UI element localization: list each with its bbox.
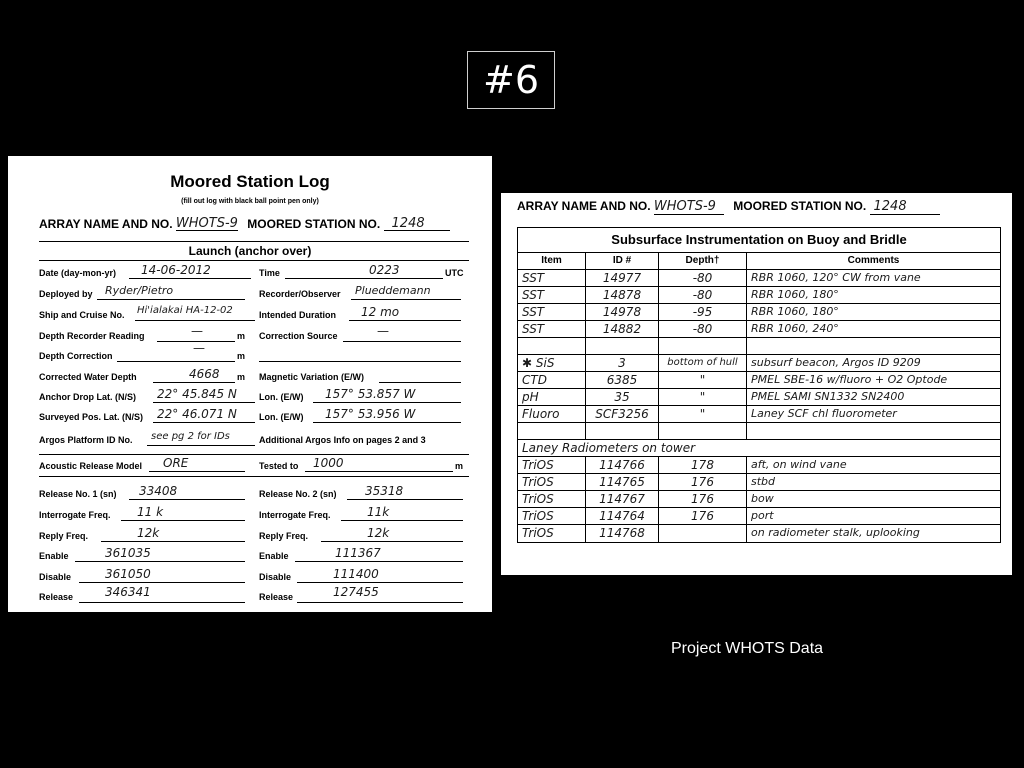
ship-label: Ship and Cruise No. bbox=[39, 310, 125, 320]
fill-line bbox=[259, 361, 461, 362]
enable2-row bbox=[259, 546, 381, 561]
reply1-row bbox=[39, 526, 160, 541]
table-row bbox=[518, 508, 1000, 525]
cell-id: 3 bbox=[586, 355, 659, 371]
table-header-row bbox=[518, 253, 1000, 270]
cell-depth: -95 bbox=[659, 304, 747, 320]
fill-line bbox=[101, 541, 245, 542]
log-subtitle: (fill out log with black ball point pen only) bbox=[181, 198, 319, 205]
cell-id: 114764 bbox=[586, 508, 659, 524]
cell-depth: 176 bbox=[659, 491, 747, 507]
subsurface-instrumentation-sheet bbox=[501, 193, 1012, 575]
magnetic-label: Magnetic Variation (E/W) bbox=[259, 372, 365, 382]
table-row bbox=[518, 423, 1000, 440]
date-value: 14-06-2012 bbox=[141, 263, 211, 277]
enable2-value: 111367 bbox=[335, 546, 381, 560]
fill-line bbox=[129, 499, 245, 500]
cell-comments: PMEL SBE-16 w/fluoro + O2 Optode bbox=[751, 373, 948, 386]
cell-comments: port bbox=[751, 509, 774, 522]
cell-depth: 178 bbox=[659, 457, 747, 473]
water-depth-row bbox=[39, 367, 246, 382]
cell-item: ✱ SiS bbox=[518, 355, 586, 371]
reply1-label: Reply Freq. bbox=[39, 531, 89, 541]
cell-item: SST bbox=[518, 287, 586, 303]
fill-line bbox=[321, 541, 463, 542]
acoustic-label: Acoustic Release Model bbox=[39, 461, 143, 471]
fill-line bbox=[379, 382, 461, 383]
surveyed-lat-label: Surveyed Pos. Lat. (N/S) bbox=[39, 412, 144, 422]
table-row bbox=[518, 491, 1000, 508]
cell-item bbox=[518, 423, 586, 439]
cell-item: TriOS bbox=[518, 491, 586, 507]
duration-value: 12 mo bbox=[361, 305, 400, 319]
tested-row bbox=[259, 456, 464, 471]
cell-item: Fluoro bbox=[518, 406, 586, 422]
table-row bbox=[518, 304, 1000, 321]
array-label: ARRAY NAME AND NO. bbox=[39, 217, 173, 231]
cell-depth bbox=[659, 338, 747, 354]
release-code1-label: Release bbox=[39, 592, 74, 602]
station-value: 1248 bbox=[384, 216, 450, 231]
depth-recorder-value: — bbox=[191, 324, 203, 338]
table-row bbox=[518, 457, 1000, 474]
cell-comments: bow bbox=[751, 492, 774, 505]
surveyed-lat-value: 22° 46.071 N bbox=[157, 407, 237, 421]
log-header bbox=[39, 216, 469, 232]
cell-comments bbox=[747, 423, 1000, 439]
release2-label: Release No. 2 (sn) bbox=[259, 489, 337, 499]
fill-line bbox=[295, 561, 463, 562]
depth-correction-value: — bbox=[193, 341, 205, 355]
fill-line bbox=[79, 602, 245, 603]
cell-item bbox=[518, 338, 586, 354]
correction-source-row bbox=[259, 324, 389, 341]
cell-depth: 176 bbox=[659, 474, 747, 490]
interrogate2-value: 11k bbox=[367, 505, 390, 519]
time-row bbox=[259, 263, 464, 278]
deployed-value: Ryder/Pietro bbox=[105, 284, 174, 297]
cell-id: 6385 bbox=[586, 372, 659, 388]
disable2-label: Disable bbox=[259, 572, 292, 582]
interrogate2-row bbox=[259, 505, 390, 520]
reply2-label: Reply Freq. bbox=[259, 531, 309, 541]
cell-depth: -80 bbox=[659, 270, 747, 286]
cell-comments: PMEL SAMI SN1332 SN2400 bbox=[751, 390, 905, 403]
acoustic-row bbox=[39, 456, 189, 471]
header-comments: Comments bbox=[847, 255, 900, 266]
anchor-lat-value: 22° 45.845 N bbox=[157, 387, 237, 401]
cell-comments: subsurf beacon, Argos ID 9209 bbox=[751, 356, 921, 369]
recorder-label: Recorder/Observer bbox=[259, 289, 341, 299]
reply2-row bbox=[259, 526, 390, 541]
magnetic-row bbox=[259, 372, 364, 382]
depth-correction-label: Depth Correction bbox=[39, 351, 113, 361]
anchor-lat-row bbox=[39, 387, 237, 402]
cell-id: 14878 bbox=[586, 287, 659, 303]
cell-depth bbox=[659, 423, 747, 439]
fill-line bbox=[341, 520, 463, 521]
table-row bbox=[518, 372, 1000, 389]
anchor-lon-value: 157° 53.857 W bbox=[325, 387, 416, 401]
release-code2-row bbox=[259, 585, 379, 602]
cell-item: SST bbox=[518, 321, 586, 337]
release-code2-value: 127455 bbox=[333, 585, 379, 599]
cell-comments: RBR 1060, 120° CW from vane bbox=[751, 271, 921, 284]
tested-value: 1000 bbox=[313, 456, 344, 470]
cell-depth: 176 bbox=[659, 508, 747, 524]
cell-item: pH bbox=[518, 389, 586, 405]
cell-id: 114766 bbox=[586, 457, 659, 473]
argos-value: see pg 2 for IDs bbox=[151, 431, 230, 442]
anchor-lon-row bbox=[259, 387, 416, 402]
fill-line bbox=[305, 471, 453, 472]
fill-line bbox=[153, 382, 235, 383]
cell-depth: " bbox=[659, 372, 747, 388]
cell-comments: RBR 1060, 240° bbox=[751, 322, 839, 335]
interrogate1-value: 11 k bbox=[137, 505, 164, 519]
cell-section-note: Laney Radiometers on tower bbox=[522, 441, 696, 455]
release-code2-label: Release bbox=[259, 592, 294, 602]
divider bbox=[39, 260, 469, 261]
fill-line bbox=[351, 299, 461, 300]
disable1-label: Disable bbox=[39, 572, 72, 582]
interrogate1-row bbox=[39, 505, 164, 520]
correction-source-label: Correction Source bbox=[259, 331, 338, 341]
interrogate1-label: Interrogate Freq. bbox=[39, 510, 111, 520]
cell-id: 35 bbox=[586, 389, 659, 405]
table-row bbox=[518, 525, 1000, 542]
cell-id: 114765 bbox=[586, 474, 659, 490]
unit-m: m bbox=[455, 461, 464, 471]
unit-m: m bbox=[237, 331, 246, 341]
table-row bbox=[518, 474, 1000, 491]
argos-row bbox=[39, 431, 230, 445]
unit-m: m bbox=[237, 351, 246, 361]
release1-row bbox=[39, 484, 178, 499]
fill-line bbox=[285, 278, 443, 279]
release1-value: 33408 bbox=[139, 484, 178, 498]
enable1-value: 361035 bbox=[105, 546, 151, 560]
cell-comments: stbd bbox=[751, 475, 776, 488]
table-row bbox=[518, 321, 1000, 338]
fill-line bbox=[149, 471, 245, 472]
cell-depth: " bbox=[659, 389, 747, 405]
release-code1-row bbox=[39, 585, 151, 602]
recorder-value: Plueddemann bbox=[355, 284, 431, 297]
depth-recorder-label: Depth Recorder Reading bbox=[39, 331, 145, 341]
fill-line bbox=[97, 299, 245, 300]
anchor-lat-label: Anchor Drop Lat. (N/S) bbox=[39, 392, 136, 402]
cell-item: TriOS bbox=[518, 508, 586, 524]
enable1-label: Enable bbox=[39, 551, 69, 561]
fill-line bbox=[347, 499, 463, 500]
fill-line bbox=[349, 320, 461, 321]
cell-id: 114768 bbox=[586, 525, 659, 542]
disable2-value: 111400 bbox=[333, 567, 379, 581]
array-value: WHOTS-9 bbox=[175, 216, 238, 231]
deployed-label: Deployed by bbox=[39, 289, 93, 299]
cell-comments: aft, on wind vane bbox=[751, 458, 847, 471]
cell-depth: -80 bbox=[659, 321, 747, 337]
argos-info-row bbox=[259, 435, 426, 445]
fill-line bbox=[147, 445, 255, 446]
duration-label: Intended Duration bbox=[259, 310, 336, 320]
surveyed-lat-row bbox=[39, 407, 237, 422]
cell-item: TriOS bbox=[518, 525, 586, 542]
table-row bbox=[518, 338, 1000, 355]
table-row bbox=[518, 440, 1000, 457]
cell-depth bbox=[659, 525, 747, 542]
header-item: Item bbox=[518, 253, 586, 269]
cell-item: TriOS bbox=[518, 474, 586, 490]
date-label: Date (day-mon-yr) bbox=[39, 268, 117, 278]
disable1-value: 361050 bbox=[105, 567, 151, 581]
table-row bbox=[518, 270, 1000, 287]
cell-id bbox=[586, 423, 659, 439]
cell-id: 114767 bbox=[586, 491, 659, 507]
release1-label: Release No. 1 (sn) bbox=[39, 489, 117, 499]
header-depth: Depth† bbox=[659, 253, 747, 269]
acoustic-value: ORE bbox=[163, 456, 189, 470]
fill-line bbox=[153, 422, 255, 423]
anchor-lon-label: Lon. (E/W) bbox=[259, 392, 304, 402]
divider bbox=[39, 454, 469, 455]
disable1-row bbox=[39, 567, 151, 582]
header-id: ID # bbox=[586, 253, 659, 269]
time-label: Time bbox=[259, 268, 280, 278]
cell-depth: bottom of hull bbox=[659, 355, 747, 371]
cell-item: SST bbox=[518, 304, 586, 320]
argos-info-label: Additional Argos Info on pages 2 and 3 bbox=[259, 435, 426, 445]
cell-comments bbox=[747, 338, 1000, 354]
release-code1-value: 346341 bbox=[105, 585, 151, 599]
cell-depth: -80 bbox=[659, 287, 747, 303]
surveyed-lon-value: 157° 53.956 W bbox=[325, 407, 416, 421]
correction-source-value: — bbox=[377, 324, 389, 338]
sheet-header bbox=[517, 199, 940, 215]
fill-line bbox=[153, 402, 255, 403]
fill-line bbox=[313, 402, 461, 403]
ship-value: Hi'ialakai HA-12-02 bbox=[137, 305, 233, 316]
water-depth-value: 4668 bbox=[189, 367, 220, 381]
unit-m: m bbox=[237, 372, 246, 382]
cell-item: SST bbox=[518, 270, 586, 286]
depth-correction-row bbox=[39, 341, 246, 361]
cell-item: CTD bbox=[518, 372, 586, 388]
surveyed-lon-label: Lon. (E/W) bbox=[259, 412, 304, 422]
fill-line bbox=[117, 361, 235, 362]
enable2-label: Enable bbox=[259, 551, 289, 561]
fill-line bbox=[75, 561, 245, 562]
station-label: MOORED STATION NO. bbox=[247, 217, 381, 231]
table-row bbox=[518, 287, 1000, 304]
release2-row bbox=[259, 484, 404, 499]
ship-row bbox=[39, 305, 233, 320]
water-depth-label: Corrected Water Depth bbox=[39, 372, 137, 382]
cell-id: SCF3256 bbox=[586, 406, 659, 422]
array-label: ARRAY NAME AND NO. bbox=[517, 199, 651, 213]
array-value: WHOTS-9 bbox=[654, 199, 724, 215]
station-label: MOORED STATION NO. bbox=[733, 199, 867, 213]
fill-line bbox=[313, 422, 461, 423]
interrogate2-label: Interrogate Freq. bbox=[259, 510, 331, 520]
moored-station-log bbox=[8, 156, 492, 612]
cell-depth: " bbox=[659, 406, 747, 422]
table-row bbox=[518, 406, 1000, 423]
release2-value: 35318 bbox=[365, 484, 404, 498]
cell-comments: on radiometer stalk, uplooking bbox=[751, 526, 920, 539]
cell-id: 14977 bbox=[586, 270, 659, 286]
depth-recorder-row bbox=[39, 324, 246, 341]
fill-line bbox=[129, 278, 251, 279]
fill-line bbox=[297, 602, 463, 603]
table-body bbox=[518, 270, 1000, 542]
time-unit: UTC bbox=[445, 268, 464, 278]
station-value: 1248 bbox=[870, 199, 940, 215]
fill-line bbox=[135, 320, 255, 321]
table-title: Subsurface Instrumentation on Buoy and Bridle bbox=[518, 228, 1000, 253]
fill-line bbox=[297, 582, 463, 583]
reply1-value: 12k bbox=[137, 526, 160, 540]
cell-item: TriOS bbox=[518, 457, 586, 473]
cell-id bbox=[586, 338, 659, 354]
cell-comments: RBR 1060, 180° bbox=[751, 305, 839, 318]
date-row bbox=[39, 263, 211, 278]
duration-row bbox=[259, 305, 400, 320]
tested-label: Tested to bbox=[259, 461, 299, 471]
recorder-row bbox=[259, 284, 431, 299]
reply2-value: 12k bbox=[367, 526, 390, 540]
cell-id: 14882 bbox=[586, 321, 659, 337]
surveyed-lon-row bbox=[259, 407, 416, 422]
table-row bbox=[518, 389, 1000, 406]
fill-line bbox=[343, 341, 461, 342]
slide-caption: Project WHOTS Data bbox=[671, 640, 824, 657]
disable2-row bbox=[259, 567, 379, 582]
table-row bbox=[518, 355, 1000, 372]
instrument-table bbox=[517, 227, 1001, 543]
slide-number: #6 bbox=[467, 51, 555, 109]
enable1-row bbox=[39, 546, 151, 561]
divider bbox=[39, 241, 469, 242]
deployed-row bbox=[39, 284, 174, 299]
launch-heading: Launch (anchor over) bbox=[188, 244, 312, 258]
cell-comments: RBR 1060, 180° bbox=[751, 288, 839, 301]
fill-line bbox=[121, 520, 245, 521]
fill-line bbox=[79, 582, 245, 583]
cell-comments: Laney SCF chl fluorometer bbox=[751, 407, 897, 420]
time-value: 0223 bbox=[369, 263, 400, 277]
log-title: Moored Station Log bbox=[170, 172, 330, 191]
argos-label: Argos Platform ID No. bbox=[39, 435, 133, 445]
cell-id: 14978 bbox=[586, 304, 659, 320]
divider bbox=[39, 476, 469, 477]
